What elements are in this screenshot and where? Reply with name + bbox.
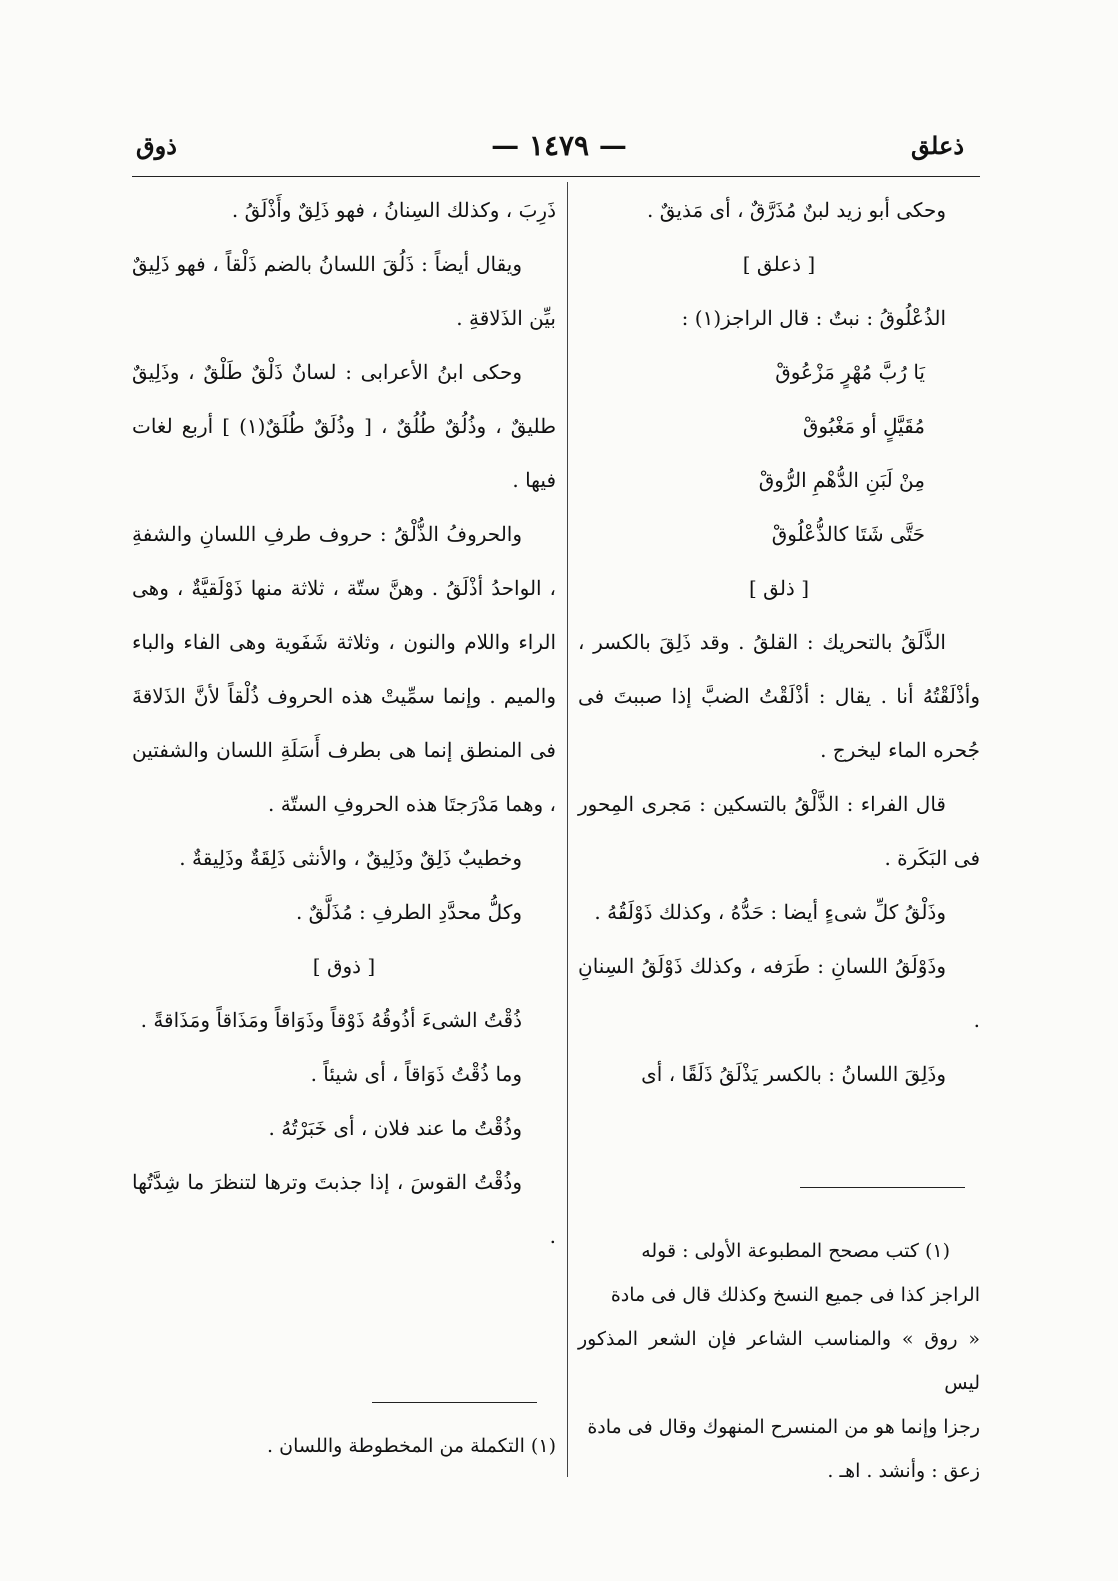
footnote-line: (١) كتب مصحح المطبوعة الأولى : قوله	[641, 1240, 950, 1262]
verse-line: مِنْ لَبَنِ الدُّهْمِ الرُّوقْ	[758, 468, 925, 492]
right-column	[578, 183, 980, 1101]
text-line: وحكى ابنُ الأعرابى : لسانٌ ذَلْقٌ طَلْقٌ ، وذَلِيقٌ طليقٌ ، وذُلُقٌ طُلُقٌ ، [ وذُلَقٌ طُلَقٌ(١) ] أربع لغات فيها .	[132, 360, 556, 492]
text-line: وخطيبٌ ذَلِقٌ وذَلِيقٌ ، والأنثى ذَلِقَةٌ وذَلِيقةٌ .	[179, 846, 522, 870]
text-line: ذُقْتُ الشىءَ أذُوقُهُ ذَوْقاً وذَوَاقاً ومَذَاقاً ومَذَاقةً .	[140, 1008, 522, 1032]
text-line: وذُقْتُ القوسَ ، إذا جذبتَ وترها لتنظرَ ما شِدَّتُها .	[132, 1170, 556, 1248]
footnote-rule	[800, 1187, 965, 1188]
entry-heading: [ ذعلق ]	[742, 252, 816, 276]
text-line: وذَلِقَ اللسانُ : بالكسر يَذْلَقُ ذَلَقًا ، أى	[641, 1062, 946, 1086]
text-line: والحروفُ الذُّلْقُ : حروف طرفِ اللسانِ والشفةِ ، الواحدُ أذْلَقُ . وهنَّ ستّة ، ثلاثة منها ذَوْلَقيَّةٌ ، وهى الراء واللام والنون ، وثلاثة شَفَوية وهى الفاء والباء والميم . وإنما سمِّيتْ هذه الحروف ذُلْقاً لأنَّ الذَلاقةَ فى المنطق إنما هى بطرف أَسَلَةِ اللسان والشفتين ، وهما مَدْرَجتَا هذه الحروفِ الستّة .	[132, 522, 556, 816]
verse-line: حَتَّى شَتَا كالذُّعْلُوقْ	[771, 522, 925, 546]
footnote-line: رجزا وإنما هو من المنسرح المنهوك وقال فى مادة	[587, 1416, 980, 1438]
page-number: — ١٤٧٩ —	[491, 129, 627, 162]
verse-line: مُقَيَّلٍ أو مَغْبُوقْ	[802, 414, 925, 438]
footnote-line: الراجز كذا فى جميع النسخ وكذلك قال فى مادة	[610, 1284, 980, 1306]
verse-line: يَا رُبَّ مُهْرٍ مَزْعُوقْ	[775, 360, 925, 384]
header-entry-word-right: ذعلق	[911, 131, 964, 160]
text-line: وذَوْلَقُ اللسانِ : طَرَفه ، وكذلك ذَوْلَقُ السِنانِ .	[578, 954, 980, 1032]
text-line: ذَرِبَ ، وكذلك السِنانُ ، فهو ذَلِقٌ وأَذْلَقُ .	[231, 198, 556, 222]
text-line: وكلُّ محدَّدِ الطرفِ : مُذَلَّقٌ .	[295, 900, 522, 924]
header-entry-word-left: ذوق	[136, 131, 177, 160]
text-line: وذُقْتُ ما عند فلان ، أى خَبَرْتُهُ .	[268, 1116, 522, 1140]
header-rule	[132, 176, 980, 177]
left-column	[132, 183, 556, 1263]
footnote-line: (١) التكملة من المخطوطة واللسان .	[267, 1435, 556, 1457]
footnote-right	[578, 1229, 980, 1493]
text-line: ويقال أيضاً : ذَلُقَ اللسانُ بالضم ذَلْقاً ، فهو ذَلِيقٌ بيِّن الذَلاقةِ .	[132, 252, 556, 330]
entry-heading: [ ذلق ]	[749, 576, 809, 600]
text-line: وحكى أبو زيد لبنٌ مُذَرَّقٌ ، أى مَذيقٌ .	[647, 198, 946, 222]
footnote-line: « روق » والمناسب الشاعر فإن الشعر المذكور ليس	[578, 1328, 980, 1394]
text-line: وذَلْقُ كلِّ شىءٍ أيضا : حَدُّهُ ، وكذلك ذَوْلَقُهُ .	[594, 900, 946, 924]
text-line: وما ذُقْتُ ذَوَاقاً ، أى شيئاً .	[310, 1062, 522, 1086]
text-line: الذُعْلُوقُ : نبتٌ : قال الراجز(١) :	[681, 306, 946, 330]
footnote-rule	[372, 1402, 537, 1403]
column-divider	[567, 182, 568, 1477]
footnote-line: زعق : وأنشد . اهـ .	[827, 1460, 980, 1482]
footnote-left	[200, 1424, 556, 1468]
text-line: قال الفراء : الذَّلْقُ بالتسكين : مَجرى المِحور فى البَكَرة .	[578, 792, 980, 870]
entry-heading: [ ذوق ]	[312, 954, 376, 978]
text-line: الذَّلَقُ بالتحريك : القلقُ . وقد ذَلِقَ بالكسر ، وأذْلَقْتُهُ أنا . يقال : أذْلَقْتُ الضبَّ إذا صببتَ فى جُحره الماء ليخرج .	[578, 630, 980, 762]
